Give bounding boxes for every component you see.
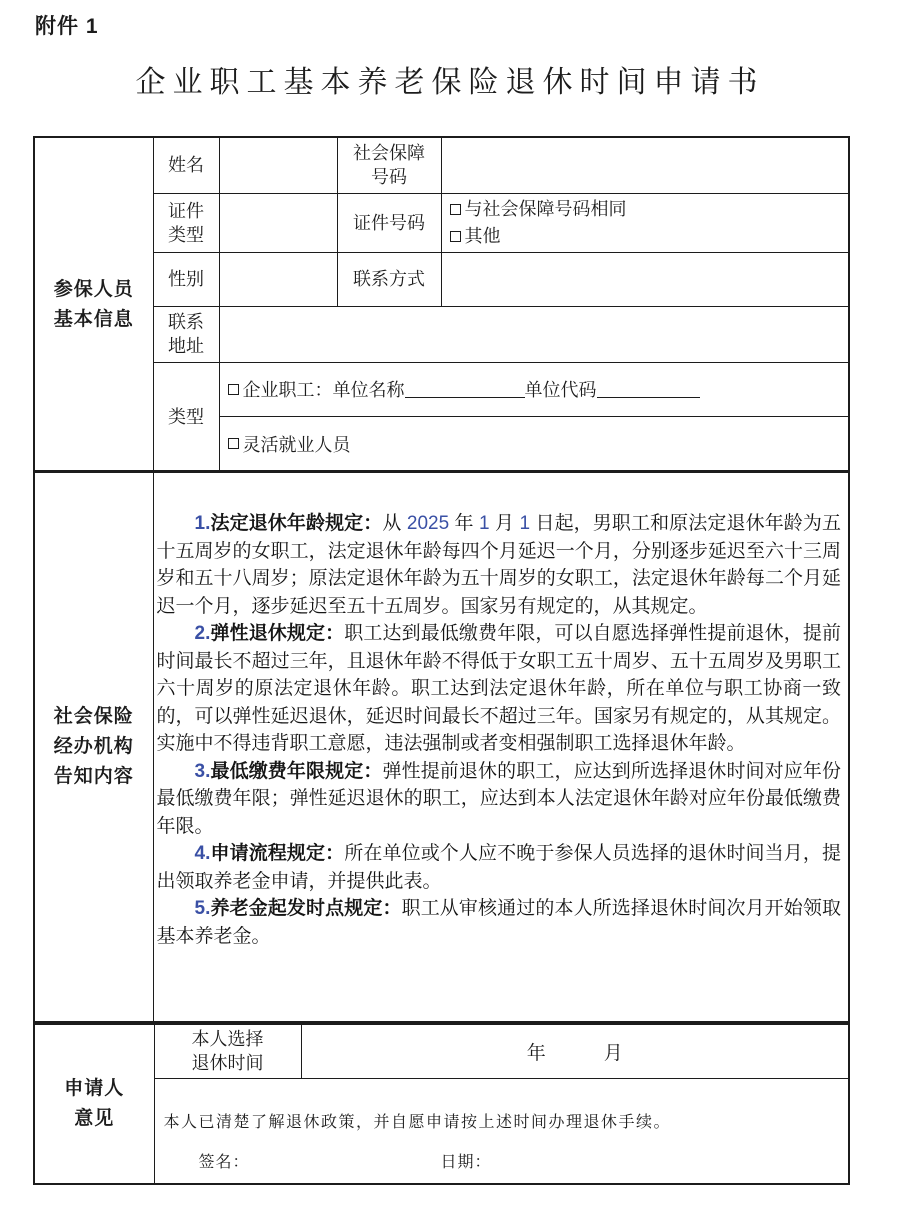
- cert-no-options-cell: [441, 193, 849, 252]
- retire-time-value-cell: [301, 1024, 849, 1078]
- ssn-value-cell: [441, 137, 849, 193]
- contact-value-cell: [441, 252, 849, 306]
- attachment-label: 附件 1: [35, 15, 99, 38]
- type-option-flexible[interactable]: 灵活就业人员: [219, 416, 849, 472]
- section-label-basic-info: 参保人员 基本信息: [34, 137, 153, 472]
- name-label: 姓名: [153, 137, 219, 193]
- notice-paragraph: 1.法定退休年龄规定：从 2025 年 1 月 1 日起，男职工和原法定退休年龄为五十五周岁的女职工，法定退休年龄每四个月延迟一个月，分别逐步延迟至六十三周岁和五十八周岁；原法定退休年龄为五十周岁的女职工，法定退休年龄每二个月延迟一个月，逐步延迟至五十五周岁。国家另有规定的，从其规定。: [156, 513, 842, 617]
- checkbox-unchecked-icon[interactable]: [450, 204, 461, 215]
- type-option-employee[interactable]: 企业职工：单位名称 单位代码: [219, 362, 849, 416]
- notice-paragraphs: [153, 471, 849, 1022]
- option-same-as-ssn[interactable]: 与社会保障号码相同: [450, 196, 845, 223]
- notice-paragraph: 2.弹性退休规定：职工达到最低缴费年限，可以自愿选择弹性提前退休，提前时间最长不超过三年，且退休年龄不得低于女职工五十周岁、五十五周岁及男职工六十周岁的原法定退休年龄。职工达到法定退休年龄，所在单位与职工协商一致的，可以弹性延迟退休，延迟时间最长不超过三年。国家另有规定的，从其规定。实施中不得违背职工意愿，违法强制或者变相强制职工选择退休年龄。: [156, 623, 841, 754]
- gender-label: 性别: [153, 252, 219, 306]
- opinion-table: [33, 1023, 850, 1185]
- notice-paragraph: 5.养老金起发时点规定：职工从审核通过的本人所选择退休时间次月开始领取基本养老金。: [156, 898, 841, 947]
- ssn-label: 社会保障 号码: [337, 137, 441, 193]
- notice-paragraph: 3.最低缴费年限规定：弹性提前退休的职工，应达到所选择退休时间对应年份最低缴费年限；弹性延迟退休的职工，应达到本人法定退休年龄对应年份最低缴费年限。: [156, 760, 841, 837]
- checkbox-unchecked-icon[interactable]: [228, 384, 239, 395]
- gender-value-cell: [219, 252, 337, 306]
- cert-type-value-cell: [219, 193, 337, 252]
- year-label: 年: [526, 1042, 546, 1064]
- address-value-cell: [219, 306, 849, 362]
- basic-info-table: [33, 136, 850, 473]
- unit-code-blank: [597, 380, 700, 398]
- option-other[interactable]: 其他: [450, 223, 845, 250]
- section-label-opinion: 申请人 意见: [34, 1024, 154, 1184]
- date-label: 日期：: [440, 1153, 492, 1171]
- signature-label: 签名：: [198, 1153, 250, 1171]
- cert-type-label: 证件 类型: [153, 193, 219, 252]
- month-label: 月: [603, 1042, 623, 1064]
- section-label-notice: 社会保险 经办机构 告知内容: [34, 471, 153, 1022]
- page-title: 企业职工基本养老保险退休时间申请书: [135, 66, 765, 99]
- unit-name-blank: [405, 380, 525, 398]
- checkbox-unchecked-icon[interactable]: [450, 231, 461, 242]
- opinion-statement-cell: [154, 1078, 849, 1184]
- statement-text: 本人已清楚了解退休政策，并自愿申请按上述时间办理退休手续。: [163, 1113, 672, 1131]
- address-label: 联系 地址: [153, 306, 219, 362]
- checkbox-unchecked-icon[interactable]: [228, 438, 239, 449]
- contact-label: 联系方式: [337, 252, 441, 306]
- name-value-cell: [219, 137, 337, 193]
- type-label: 类型: [153, 362, 219, 472]
- notice-table: [33, 470, 850, 1023]
- notice-paragraph: 4.申请流程规定：所在单位或个人应不晚于参保人员选择的退休时间当月，提出领取养老金申请，并提供此表。: [156, 843, 841, 892]
- retire-time-label: 本人选择 退休时间: [154, 1024, 301, 1078]
- cert-no-label: 证件号码: [337, 193, 441, 252]
